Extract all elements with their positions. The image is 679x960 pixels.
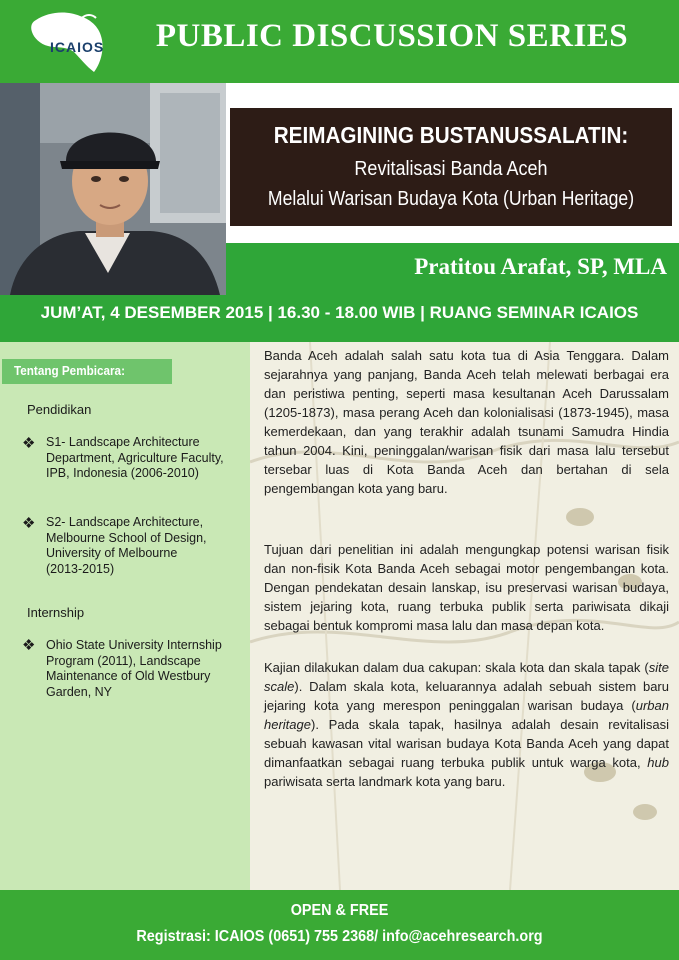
speaker-name: Pratitou Arafat, SP, MLA <box>414 254 667 279</box>
header-bar <box>0 0 679 83</box>
talk-title-box <box>230 108 672 226</box>
talk-header <box>226 83 679 295</box>
talk-subtitle-line1: Revitalisasi Banda Aceh <box>354 158 548 180</box>
speaker-info-heading-tab <box>2 359 172 384</box>
education-label: Pendidikan <box>27 402 92 417</box>
talk-title: REIMAGINING BUSTANUSSALATIN: <box>273 122 629 148</box>
logo-text: ICAIOS <box>50 39 105 55</box>
diamond-bullet-icon: ❖ <box>22 515 36 532</box>
speaker-bar <box>226 243 679 295</box>
registration-contact: Registrasi: ICAIOS (0651) 755 2368/ info@acehresearch.org <box>136 928 543 945</box>
date-bar <box>0 295 679 342</box>
page-title: PUBLIC DISCUSSION SERIES <box>155 18 629 54</box>
abstract-paragraph: Banda Aceh adalah salah satu kota tua di Asia Tenggara. Dalam sejarahnya yang panjang, Banda Aceh telah melewati berbagai era dan peristiwa penting, seperti masa kesultanan Aceh Darussalam (1205-1873), masa perang Aceh dan kolonialisasi (1873-1945), masa kemerdekaan, dan yang terakhir adalah tsunami Samudra Hindia tahun 2004. Kini, peninggalan/warisan fisik dari masa lalu tersebut tersebar luas di Kota Banda Aceh dan bertahan di sela pengembangan kota yang baru. <box>264 348 669 496</box>
internship-label: Internship <box>27 605 85 620</box>
talk-subtitle-line2: Melalui Warisan Budaya Kota (Urban Heritage) <box>267 188 635 210</box>
diamond-bullet-icon: ❖ <box>22 637 36 654</box>
speaker-photo <box>0 83 226 295</box>
education-item: S1- Landscape Architecture Department, Agriculture Faculty, IPB, Indonesia (2006-2010) <box>46 435 224 480</box>
icaios-logo <box>14 6 114 78</box>
abstract-paragraph: Kajian dilakukan dalam dua cakupan: skala kota dan skala tapak (site scale). Dalam skala kota, keluarannya adalah sebuah sistem baru jejaring kota yang merespon peninggalan warisan budaya (urban heritage). Pada skala tapak, hasilnya adalah desain revitalisasi sebuah kawasan vital warisan budaya Kota Banda Aceh yang dapat dimanfaatkan sebagai ruang terbuka publik untuk warga kota, hub pariwisata serta landmark kota yang baru. <box>264 660 669 789</box>
admission-note: OPEN & FREE <box>290 902 389 919</box>
abstract-panel <box>250 342 679 890</box>
speaker-info-heading: Tentang Pembicara: <box>14 363 125 378</box>
education-item: S2- Landscape Architecture, Melbourne School of Design, University of Melbourne (2013-2015) <box>46 515 207 576</box>
speaker-info-panel <box>0 342 250 890</box>
event-date-time-venue: JUM’AT, 4 DESEMBER 2015 | 16.30 - 18.00 WIB | RUANG SEMINAR ICAIOS <box>40 303 639 322</box>
diamond-bullet-icon: ❖ <box>22 435 36 452</box>
footer-bar <box>0 890 679 960</box>
abstract-paragraph: Tujuan dari penelitian ini adalah mengungkap potensi warisan fisik dan non-fisik Kota Banda Aceh sebagai motor pengembangan kota. Dengan pendekatan desain lanskap, isu preservasi warisan budaya, sistem jejaring kota, ruang terbuka publik serta pariwisata dikaji sebagai bentuk kompromi masa lalu dan masa depan kota. <box>264 542 669 633</box>
internship-item: Ohio State University Internship Program (2011), Landscape Maintenance of Old Westbury Garden, NY <box>46 638 222 699</box>
